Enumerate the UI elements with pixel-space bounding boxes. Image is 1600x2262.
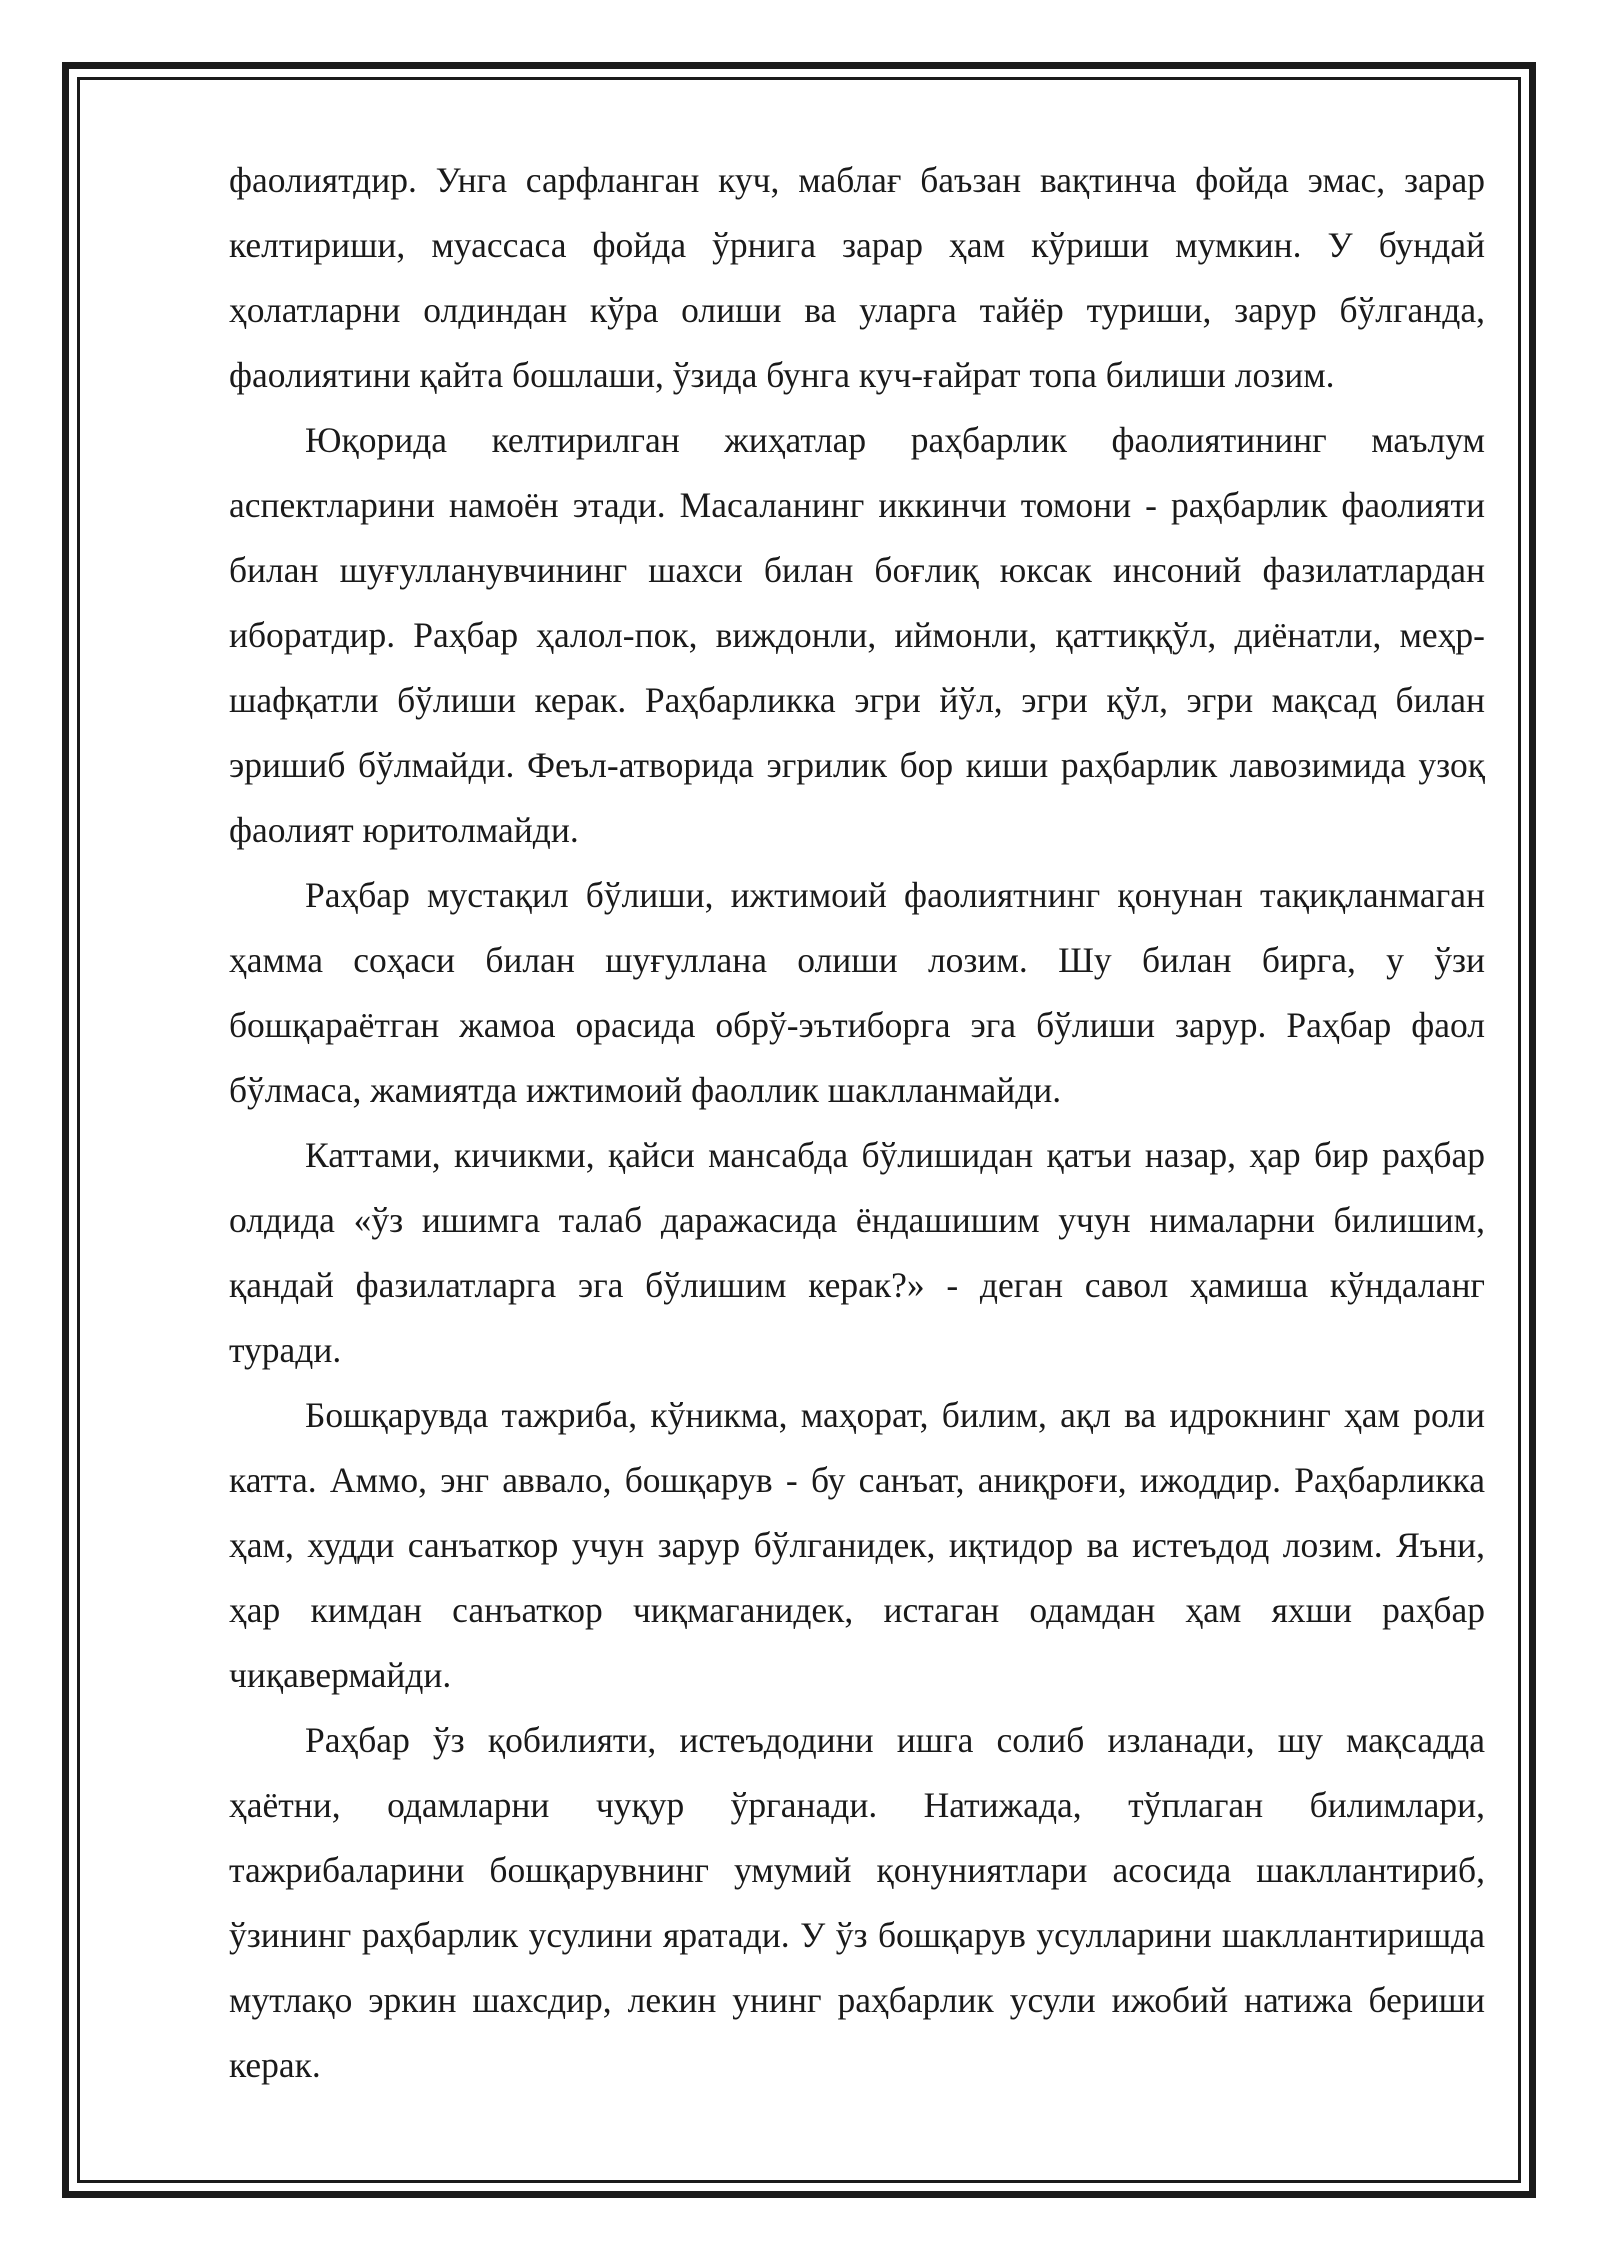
document-body	[229, 148, 1485, 2098]
paragraph: Раҳбар ўз қобилияти, истеъдодини ишга солиб изланади, шу мақсадда ҳаётни, одамларни чуқур ўрганади. Натижада, тўплаган билимлари, тажрибаларини бошқарувнинг умумий қонуниятлари асосида шакллантириб, ўзининг раҳбарлик усулини яратади. У ўз бошқарув усулларини шакллантиришда мутлақо эркин шахсдир, лекин унинг раҳбарлик усули ижобий натижа бериши керак.	[229, 1720, 1485, 2085]
paragraph: Бошқарувда тажриба, кўникма, маҳорат, билим, ақл ва идрокнинг ҳам роли катта. Аммо, энг аввало, бошқарув - бу санъат, аниқроғи, ижоддир. Раҳбарликка ҳам, худди санъаткор учун зарур бўлганидек, иқтидор ва истеъдод лозим. Яъни, ҳар кимдан санъаткор чиқмаганидек, истаган одамдан ҳам яхши раҳбар чиқавермайди.	[229, 1395, 1485, 1695]
paragraph: Раҳбар мустақил бўлиши, ижтимоий фаолиятнинг қонунан тақиқланмаган ҳамма соҳаси билан шуғуллана олиши лозим. Шу билан бирга, у ўзи бошқараётган жамоа орасида обрў-эътиборга эга бўлиши зарур. Раҳбар фаол бўлмаса, жамиятда ижтимоий фаоллик шаклланмайди.	[229, 875, 1485, 1110]
paragraph-continued: фаолиятдир. Унга сарфланган куч, маблағ баъзан вақтинча фойда эмас, зарар келтириши, муассаса фойда ўрнига зарар ҳам кўриши мумкин. У бундай ҳолатларни олдиндан кўра олиши ва уларга тайёр туриши, зарур бўлганда, фаолиятини қайта бошлаши, ўзида бунга куч-ғайрат топа билиши лозим.	[229, 160, 1485, 395]
paragraph: Юқорида келтирилган жиҳатлар раҳбарлик фаолиятининг маълум аспектларини намоён этади. Масаланинг иккинчи томони - раҳбарлик фаолияти билан шуғулланувчининг шахси билан боғлиқ юксак инсоний фазилатлардан иборатдир. Раҳбар ҳалол-пок, виждонли, иймонли, қаттиққўл, диёнатли, меҳр-шафқатли бўлиши керак. Раҳбарликка эгри йўл, эгри қўл, эгри мақсад билан эришиб бўлмайди. Феъл-атворида эгрилик бор киши раҳбарлик лавозимида узоқ фаолият юритолмайди.	[229, 420, 1485, 850]
paragraph: Каттами, кичикми, қайси мансабда бўлишидан қатъи назар, ҳар бир раҳбар олдида «ўз ишимга талаб даражасида ёндашишим учун нималарни билишим, қандай фазилатларга эга бўлишим керак?» - деган савол ҳамиша кўндаланг туради.	[229, 1135, 1485, 1370]
